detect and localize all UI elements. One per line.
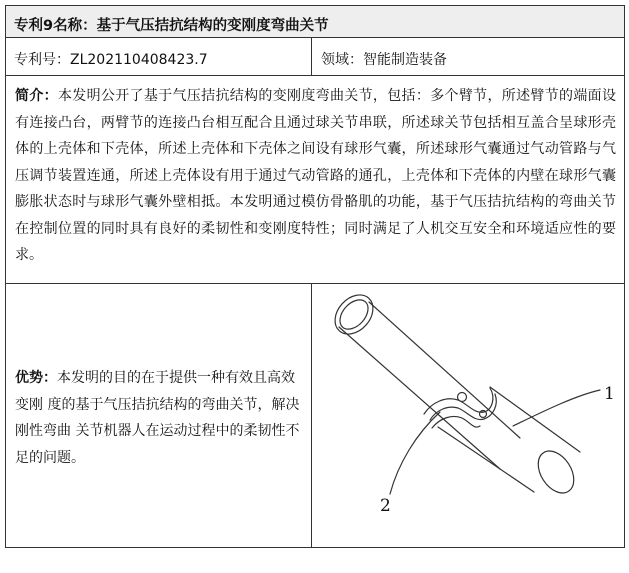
patent-field: 领域：智能制造装备 xyxy=(321,52,447,68)
figure-label-1: 1 xyxy=(604,384,615,404)
patent-title: 专利9名称：基于气压拮抗结构的变刚度弯曲关节 xyxy=(14,18,329,34)
meta-row xyxy=(6,38,625,76)
advantage-row xyxy=(6,284,625,548)
advantage-cell xyxy=(6,284,312,548)
joint-hole-lower xyxy=(480,411,487,418)
ball-joint-housing xyxy=(432,416,480,428)
figure-cell xyxy=(312,284,625,548)
patent-number-cell xyxy=(6,38,312,76)
advantage-label: 优势： xyxy=(15,370,57,386)
intro-paragraph xyxy=(6,76,624,269)
title-cell xyxy=(6,6,625,38)
leader-line-1 xyxy=(513,390,600,426)
upper-arm-segment xyxy=(339,302,520,469)
joint-figure xyxy=(312,284,624,546)
figure-label-2: 2 xyxy=(380,496,391,516)
lower-arm-end xyxy=(531,445,581,500)
advantage-text: 本发明的目的在于提供一种有效且高效变刚 度的基于气压拮抗结构的弯曲关节，解决刚性弯曲 关节机器人在运动过程中的柔韧性不足的问题。 xyxy=(15,370,300,466)
advantage-paragraph xyxy=(6,284,311,471)
intro-cell xyxy=(6,76,625,284)
lower-arm-segment xyxy=(438,387,580,492)
title-row xyxy=(6,6,625,38)
patent-number: 专利号：ZL202110408423.7 xyxy=(14,52,208,68)
intro-text: 本发明公开了基于气压拮抗结构的变刚度弯曲关节，包括：多个臂节，所述臂节的端面设有连接凸台，两臂节的连接凸台相互配合且通过球关节串联，所述球关节包括相互盖合呈球形壳体的上壳体和下壳体，所述上壳体和下壳体之间设有球形气囊，所述球形气囊通过气动管路与气压调节装置连通，所述上壳体设有用于通过气动管路的通孔，上壳体和下壳体的内壁在球形气囊膨胀状态时与球形气囊外壁相抵。本发明通过模仿骨骼肌的功能，基于气压拮抗结构的弯曲关节在控制位置的同时具有良好的柔韧性和变刚度特性；同时满足了人机交互安全和环境适应性的要求。 xyxy=(15,88,616,263)
field-cell xyxy=(312,38,625,76)
intro-label: 简介： xyxy=(15,88,58,104)
arm-end-opening xyxy=(327,287,380,341)
joint-hole-upper xyxy=(458,393,467,402)
leader-line-2 xyxy=(390,412,440,494)
patent-table xyxy=(5,5,625,548)
intro-row xyxy=(6,76,625,284)
